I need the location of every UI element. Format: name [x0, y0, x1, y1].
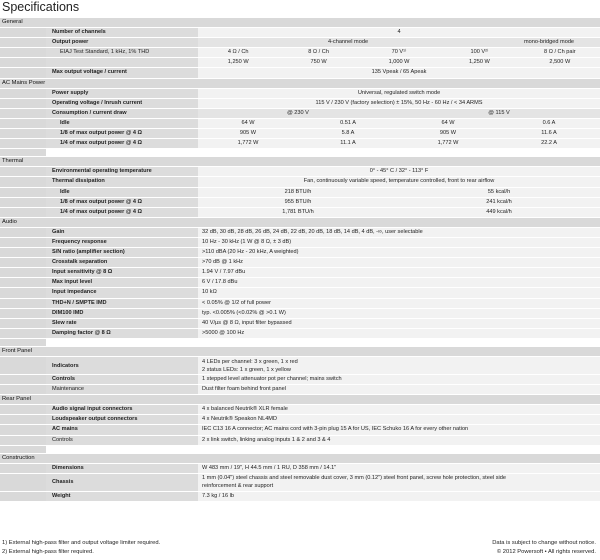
spec-label: Power supply [46, 88, 198, 98]
spec-value: 1,781 BTU/h [198, 207, 398, 217]
spec-value: typ. <0.005% (<0.02% @ >0.1 W) [198, 308, 600, 318]
spec-value: >5000 @ 100 Hz [198, 328, 600, 338]
spec-value: 1 mm (0.04") steel chassis and steel removable dust cover, 3 mm (0.12") steel front panel, screw hole protection, steel side [202, 475, 506, 482]
footnote-2: 2) External high-pass filter required. [2, 548, 94, 555]
spec-value: 4 x Neutrik® Speakon NL4MD [198, 415, 600, 425]
spec-value: Universal, regulated switch mode [198, 88, 600, 98]
spec-value: reinforcement & rear support [202, 483, 274, 490]
spec-label: AC mains [46, 425, 198, 435]
spec-label: Frequency response [46, 237, 198, 247]
spec-value: 7.3 kg / 16 lb [198, 491, 600, 501]
spec-value: 2 status LEDs: 1 x green, 1 x yellow [202, 366, 291, 373]
spec-label: Idle [46, 187, 198, 197]
footnote-1: 1) External high-pass filter and output voltage limiter required. [2, 540, 161, 546]
spec-label: 1/8 of max output power @ 4 Ω [46, 129, 198, 139]
spec-value: < 0.05% @ 1/2 of full power [198, 298, 600, 308]
spec-label: Input impedance [46, 288, 198, 298]
section-ac-mains: AC Mains Power [0, 78, 198, 88]
spec-value: 5.8 A [298, 129, 398, 139]
spec-value: 22.2 A [498, 139, 600, 149]
footnotes [2, 539, 160, 556]
spec-label: Slew rate [46, 318, 198, 328]
spec-value: 1,772 W [198, 139, 298, 149]
spec-value: 241 kcal/h [398, 197, 600, 207]
spec-label: Environmental operating temperature [46, 167, 198, 177]
spec-value: 40 V/µs @ 8 Ω, input filter bypassed [198, 318, 600, 328]
spec-label: Number of channels [46, 28, 198, 38]
spec-value: mono-bridged mode [498, 38, 600, 48]
spec-value: 1,250 W [439, 58, 519, 67]
spec-value: 1 stepped level attenuator pot per channel; mains switch [198, 375, 600, 385]
spec-value: 0.6 A [498, 118, 600, 128]
spec-value: 750 W [278, 58, 358, 67]
spec-label: Controls [46, 435, 198, 445]
spec-value: 10 Hz - 30 kHz (1 W @ 8 Ω, ± 3 dB) [198, 237, 600, 247]
spec-value: >70 dB @ 1 kHz [198, 258, 600, 268]
spec-value: 0° - 45° C / 32° - 113° F [198, 167, 600, 177]
spec-label: Max input level [46, 278, 198, 288]
spec-value: 4 [198, 28, 600, 38]
spec-sheet [0, 17, 600, 501]
spec-value: 100 V²⁾ [439, 48, 519, 57]
spec-value: 1,772 W [398, 139, 498, 149]
spec-label: Consumption / current draw [46, 108, 198, 118]
spec-label: Maintenance [46, 385, 198, 395]
spec-value: 6 V / 17.8 dBu [198, 278, 600, 288]
spec-label: Crosstalk separation [46, 258, 198, 268]
spec-label: 1/4 of max output power @ 4 Ω [46, 139, 198, 149]
section-audio: Audio [0, 217, 46, 227]
spec-value: 32 dB, 30 dB, 28 dB, 26 dB, 24 dB, 22 dB, 20 dB, 18 dB, 14 dB, 4 dB, -∞, user selectable [198, 227, 600, 237]
spec-value: 905 W [198, 129, 298, 139]
spec-value: 1,250 W [198, 58, 278, 67]
legal-notice [492, 539, 596, 556]
spec-value: @ 115 V [398, 108, 600, 118]
spec-label: 1/8 of max output power @ 4 Ω [46, 197, 198, 207]
spec-label: Chassis [46, 473, 198, 491]
spec-label: S/N ratio (amplifier section) [46, 248, 198, 258]
spec-value: 1,000 W [359, 58, 439, 67]
spec-value: Dust filter foam behind front panel [198, 385, 600, 395]
section-front-panel: Front Panel [0, 346, 46, 356]
spec-value: 2 x link switch, linking analog inputs 1 & 2 and 3 & 4 [198, 435, 600, 445]
spec-label: Audio signal input connectors [46, 405, 198, 415]
spec-table [0, 17, 600, 501]
spec-label: Dimensions [46, 463, 198, 473]
spec-value: 70 V¹⁾ [359, 48, 439, 57]
spec-value: 955 BTU/h [198, 197, 398, 207]
spec-value: 55 kcal/h [398, 187, 600, 197]
spec-label: Controls [46, 375, 198, 385]
spec-label: Output power [46, 38, 198, 48]
spec-label: Damping factor @ 8 Ω [46, 328, 198, 338]
spec-label: THD+N / SMPTE IMD [46, 298, 198, 308]
spec-value: 135 Vpeak / 65 Apeak [198, 68, 600, 78]
spec-label: Thermal dissipation [46, 177, 198, 187]
spec-value: 218 BTU/h [198, 187, 398, 197]
spec-label: Gain [46, 227, 198, 237]
spec-value: 4 LEDs per channel: 3 x green, 1 x red [202, 358, 298, 365]
section-rear-panel: Rear Panel [0, 395, 46, 405]
section-thermal: Thermal [0, 157, 46, 167]
spec-label: Weight [46, 491, 198, 501]
spec-label: EIAJ Test Standard, 1 kHz, 1% THD [46, 48, 198, 58]
page-title: Specifications [2, 0, 80, 14]
spec-value: 11.6 A [498, 129, 600, 139]
spec-value: 11.1 A [298, 139, 398, 149]
spec-label: Idle [46, 118, 198, 128]
spec-value: 0.51 A [298, 118, 398, 128]
spec-value: 64 W [398, 118, 498, 128]
spec-value: 8 Ω / Ch pair [520, 48, 600, 57]
spec-value: W 483 mm / 19", H 44.5 mm / 1 RU, D 358 mm / 14.1" [198, 463, 600, 473]
spec-value: 1.94 V / 7.97 dBu [198, 268, 600, 278]
spec-label: 1/4 of max output power @ 4 Ω [46, 207, 198, 217]
spec-label: Operating voltage / Inrush current [46, 98, 198, 108]
spec-value: IEC C13 16 A connector; AC mains cord with 3-pin plug 15 A for US, IEC Schuko 16 A for every other nation [198, 425, 600, 435]
spec-value: @ 230 V [198, 108, 398, 118]
spec-label: Input sensitivity @ 8 Ω [46, 268, 198, 278]
spec-value: 4 Ω / Ch [198, 48, 278, 57]
spec-label: Loudspeaker output connectors [46, 415, 198, 425]
spec-label: Indicators [46, 357, 198, 375]
spec-value: 4 x balanced Neutrik® XLR female [198, 405, 600, 415]
section-construction: Construction [0, 453, 46, 463]
spec-value: 115 V / 230 V (factory selection) ± 15%, 50 Hz - 60 Hz / < 34 ARMS [198, 98, 600, 108]
spec-value: 10 kΩ [198, 288, 600, 298]
spec-value: 8 Ω / Ch [278, 48, 358, 57]
spec-value: 2,500 W [520, 58, 600, 67]
legal-line-1: Data is subject to change without notice. [492, 540, 596, 546]
spec-value: >110 dBA (20 Hz - 20 kHz, A weighted) [198, 248, 600, 258]
spec-value: 449 kcal/h [398, 207, 600, 217]
copyright: © 2012 Powersoft • All rights reserved. [496, 548, 596, 555]
spec-label: Max output voltage / current [46, 68, 198, 78]
spec-value: Fan, continuously variable speed, temperature controlled, front to rear airflow [198, 177, 600, 187]
spec-value: 64 W [198, 118, 298, 128]
spec-label: DIM100 IMD [46, 308, 198, 318]
spec-value: 905 W [398, 129, 498, 139]
spec-value: 4-channel mode [198, 38, 498, 48]
section-general: General [0, 18, 46, 28]
